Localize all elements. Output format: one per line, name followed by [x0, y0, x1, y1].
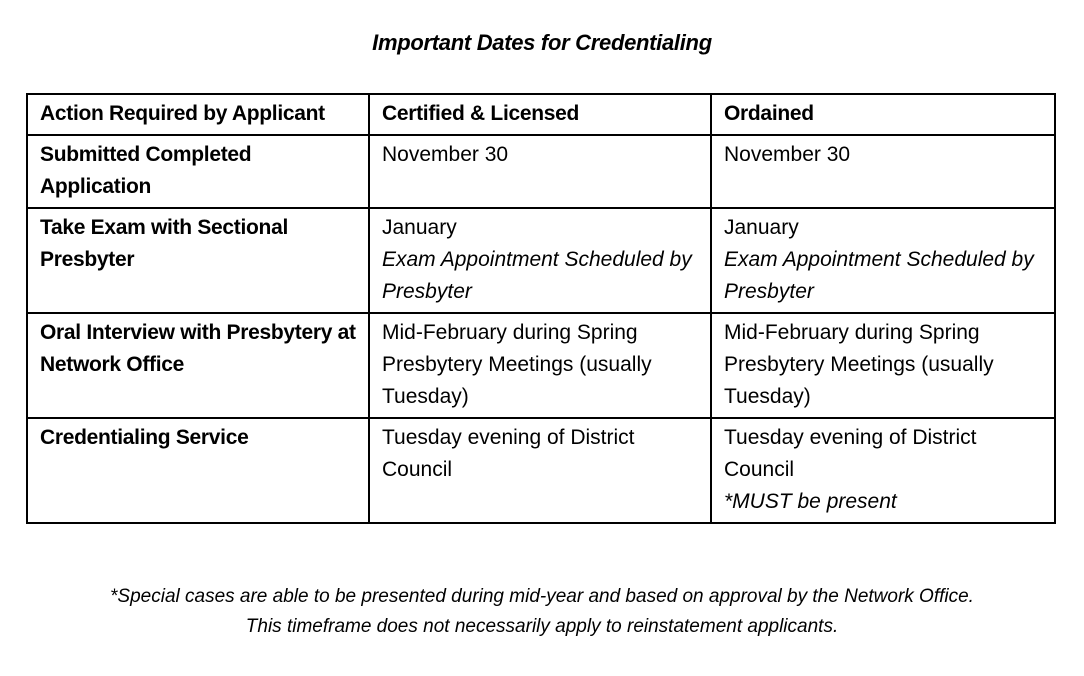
action-cell: Credentialing Service	[27, 418, 369, 523]
table-row	[27, 135, 1055, 208]
table-row	[27, 313, 1055, 418]
ordained-note: Exam Appointment Scheduled by Presbyter	[724, 248, 1034, 303]
ordained-date: November 30	[724, 143, 851, 166]
certified-date: January	[382, 216, 457, 239]
ordained-date: January	[724, 216, 799, 239]
ordained-cell	[711, 208, 1055, 313]
action-cell: Oral Interview with Presbytery at Network Office	[27, 313, 369, 418]
footnote-line: *Special cases are able to be presented during mid-year and based on approval by the Network Office.	[110, 586, 974, 607]
certified-date: Tuesday evening of District Council	[382, 426, 635, 481]
column-header-certified-licensed: Certified & Licensed	[369, 94, 711, 135]
page-title: Important Dates for Credentialing	[372, 30, 712, 55]
certified-cell	[369, 135, 711, 208]
certified-date: November 30	[382, 143, 509, 166]
ordained-date: Tuesday evening of District Council	[724, 426, 977, 481]
table-row	[27, 208, 1055, 313]
ordained-date: Mid-February during Spring Presbytery Meetings (usually Tuesday)	[724, 321, 994, 408]
footnote	[0, 582, 1084, 642]
table-row	[27, 418, 1055, 523]
ordained-cell	[711, 135, 1055, 208]
column-header-action: Action Required by Applicant	[27, 94, 369, 135]
action-cell: Take Exam with Sectional Presbyter	[27, 208, 369, 313]
ordained-note: *MUST be present	[724, 490, 897, 513]
footnote-line: This timeframe does not necessarily apply to reinstatement applicants.	[245, 616, 839, 637]
certified-cell	[369, 208, 711, 313]
credentialing-dates-table	[26, 93, 1056, 524]
certified-note: Exam Appointment Scheduled by Presbyter	[382, 248, 692, 303]
action-cell: Submitted Completed Application	[27, 135, 369, 208]
column-header-ordained: Ordained	[711, 94, 1055, 135]
table-header-row	[27, 94, 1055, 135]
certified-date: Mid-February during Spring Presbytery Meetings (usually Tuesday)	[382, 321, 652, 408]
certified-cell	[369, 313, 711, 418]
certified-cell	[369, 418, 711, 523]
ordained-cell	[711, 418, 1055, 523]
ordained-cell	[711, 313, 1055, 418]
